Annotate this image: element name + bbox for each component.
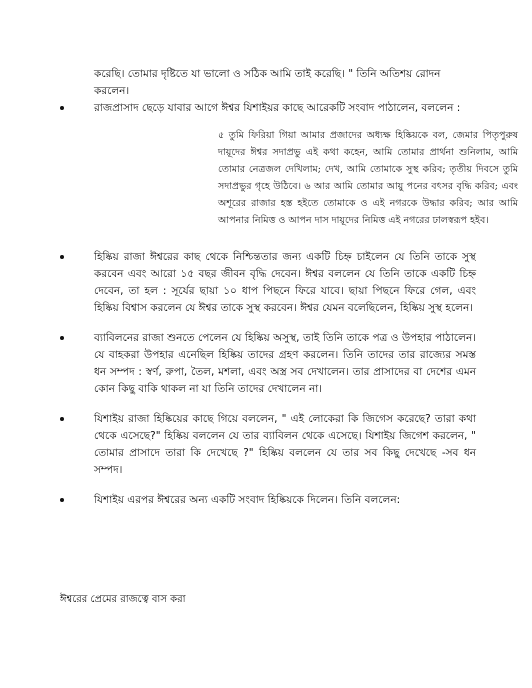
bullet-list	[60, 100, 518, 522]
bullet-icon	[60, 336, 64, 340]
bullet-item	[60, 330, 476, 398]
bullet-text: রাজপ্রাসাদ ছেড়ে যাবার আগে ঈশ্বর যিশাইয়র কাছে আরেকটি সংবাদ পাঠালেন, বললেন :	[94, 102, 461, 114]
bullet-text: হিষ্কিয় রাজা ঈশ্বরের কাছ থেকে নিশ্চিন্ততার জন্য একটি চিহ্ন চাইলেন যে তিনি তাকে সুস্থ করবেন এবং আরো ১৫ বছর জীবন বৃদ্ধি দেবেন। ঈশ্বর বললেন যে তিনি তাকে একটি চিহ্ন দেবেন, তা হল : সূর্যের ছায়া ১০ ধাপ পিছনে ফিরে যাবে। ছায়া পিছনে ফিরে গেল, এবং হিষ্কিয় বিশ্বাস করলেন যে ঈশ্বর তাকে সুস্থ করবেন। ঈশ্বর যেমন বলেছিলেন, হিষ্কিয় সুস্থ হলেন।	[94, 251, 476, 314]
scripture-quote: ৫ তুমি ফিরিয়া গিয়া আমার প্রজাদের অধ্যক্ষ হিষ্কিয়কে বল, জেমার পিতৃপুরুষ দায়ূদের ঈশ্বর সদাপ্রভু এই কথা কহেন, আমি তোমার প্রার্থনা শুনিলাম, আমি তোমার নেত্রজল দেখিলাম; দেখ, আমি তোমাকে সুস্থ করিব; তৃতীয় দিবসে তুমি সদাপ্রভুর গৃহে উঠিবে। ৬ আর আমি তোমার আয়ু পনের বৎসর বৃদ্ধি করিব; এবং অশূরের রাজার হস্ত হইতে তোমাকে ও এই নগরকে উদ্ধার করিব; আর আমি আপনার নিমিত্ত ও আপন দাস দায়ূদের নিমিত্ত এই নগরের ঢালস্বরূপ হইব।	[218, 130, 518, 226]
bullet-item	[60, 411, 476, 479]
footer-title: ঈশ্বরের প্রেমের রাজত্বে বাস করা	[60, 594, 186, 605]
bullet-icon	[60, 498, 64, 502]
bullet-icon	[60, 255, 64, 259]
bullet-text: যিশাইয় এরপর ঈশ্বরের অন্য একটি সংবাদ হিষ্কিয়কে দিলেন। তিনি বললেন:	[94, 494, 401, 506]
bullet-icon	[60, 106, 64, 110]
lead-paragraph: করেছি। তোমার দৃষ্টিতে যা ভালো ও সঠিক আমি তাই করেছি। " তিনি অতিশয় রোদন করলেন।	[94, 68, 441, 97]
bullet-item	[60, 100, 518, 229]
bullet-item	[60, 492, 476, 509]
bullet-text: যিশাইয় রাজা হিষ্কিয়ের কাছে গিয়ে বললেন, " এই লোকেরা কি জিগেস করেছে? তারা কথা থেকে এসেছে?" হিষ্কিয় বললেন যে তার ব্যাবিলন থেকে এসেছে। যিশাইয় জিগেশ করলেন, " তোমার প্রাসাদে তারা কি দেখেছে ?" হিষ্কিয় বললেন যে তার সব কিছু দেখেছে -সব ধন সম্পদ।	[94, 413, 476, 476]
bullet-icon	[60, 417, 64, 421]
bullet-item	[60, 249, 476, 317]
bullet-text: ব্যাবিলনের রাজা শুনতে পেলেন যে হিষ্কিয় অসুস্থ, তাই তিনি তাকে পত্র ও উপহার পাঠালেন। যে বাহকরা উপহার এনেছিল হিষ্কিয় তাদের গ্রহণ করলেন। তিনি তাদের তার রাজ্যের সমস্ত ধন সম্পদ : স্বর্ণ, রুপা, তৈল, মশলা, এবং অস্ত্র সব দেখালেন। তার প্রাসাদের বা দেশের এমন কোন কিছু বাকি থাকল না যা তিনি তাদের দেখালেন না।	[94, 332, 476, 395]
